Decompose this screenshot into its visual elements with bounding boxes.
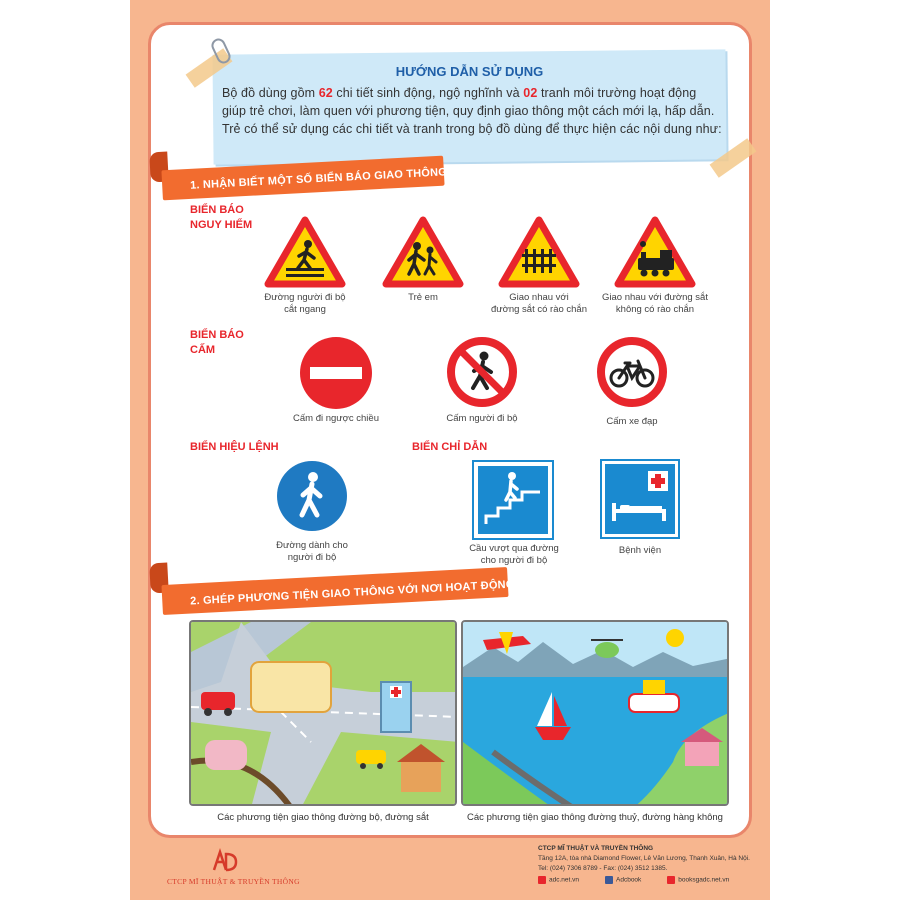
intro-title: HƯỚNG DẪN SỬ DỤNG	[395, 64, 544, 79]
contact-phone: Tel: (024) 7306 8789 - Fax: (024) 3512 1385.	[538, 865, 668, 872]
mandatory-category-label: BIỂN HIỆU LỆNH	[190, 441, 279, 453]
sign-caption	[474, 292, 604, 316]
company-logo	[210, 848, 240, 874]
children-icon	[382, 216, 464, 288]
water-air-scene	[461, 620, 729, 806]
caption-line: Đường người đi bộ	[264, 292, 346, 303]
hospital-bed-icon	[600, 459, 680, 539]
contact-address: Tầng 12A, tòa nhà Diamond Flower, Lê Văn Lương, Thanh Xuân, Hà Nội.	[538, 855, 750, 862]
caption-line: Cầu vượt qua đường	[469, 543, 559, 554]
category-label-line: CẤM	[190, 344, 216, 356]
category-label-line: BIỂN BÁO	[190, 204, 244, 216]
caption-line: Giao nhau với đường sắt	[602, 292, 708, 303]
sign-caption	[446, 543, 582, 567]
home-icon	[538, 876, 546, 884]
caption-line: Cấm người đi bộ	[446, 413, 518, 424]
store-link[interactable]	[667, 876, 729, 884]
caption-line: không có rào chắn	[615, 304, 695, 315]
caption-line: Trẻ em	[408, 292, 438, 303]
caption-line: Đường dành cho	[276, 540, 348, 551]
facebook-label: Adcbook	[616, 876, 642, 884]
intro-text: tranh môi trường hoạt động	[537, 86, 697, 100]
website-label: adc.net.vn	[549, 876, 579, 884]
no-entry-icon	[298, 335, 374, 411]
prohibition-category-label	[190, 328, 244, 358]
sign-caption	[574, 545, 706, 557]
sign-caption	[246, 540, 378, 564]
facebook-icon	[605, 876, 613, 884]
pedestrian-crossing-icon	[264, 216, 346, 288]
scene-caption: Các phương tiện giao thông đường thuỷ, đường hàng không	[467, 812, 723, 823]
category-label-line: BIỂN BÁO	[190, 329, 244, 341]
footer-company-name: CTCP MĨ THUẬT & TRUYỀN THÔNG	[167, 877, 300, 886]
guide-category-label: BIỂN CHỈ DẪN	[412, 441, 488, 453]
section1-heading: 1. NHẬN BIẾT MỘT SỐ BIỂN BÁO GIAO THÔNG	[189, 166, 448, 192]
sign-caption	[268, 413, 404, 425]
sign-caption	[358, 292, 488, 304]
caption-line: người đi bộ	[287, 552, 337, 563]
road-rail-illustration	[191, 622, 457, 806]
sign-caption	[414, 413, 550, 425]
overpass-stairs-icon	[472, 460, 554, 540]
contact-company: CTCP MĨ THUẬT VÀ TRUYỀN THÔNG	[538, 845, 654, 852]
sign-caption	[240, 292, 370, 316]
picture-count: 02	[523, 86, 538, 100]
cart-icon	[667, 876, 675, 884]
footer-links	[538, 876, 729, 884]
train-icon	[614, 216, 696, 288]
pedestrian-path-icon	[276, 460, 348, 532]
intro-line-2: giúp trẻ chơi, làm quen với phương tiện, quy định giao thông một cách mới lạ, hấp dẫn.	[222, 104, 715, 118]
warning-category-label	[190, 203, 252, 233]
intro-text: Bộ đồ dùng gồm	[222, 86, 319, 100]
caption-line: Bệnh viện	[618, 545, 662, 556]
water-air-illustration	[463, 622, 729, 806]
footer-contact	[538, 844, 750, 874]
section2-heading: 2. GHÉP PHƯƠNG TIỆN GIAO THÔNG VỚI NƠI HOẠT ĐỘNG	[189, 578, 515, 608]
store-label: booksgadc.net.vn	[678, 876, 730, 884]
intro-body	[222, 84, 722, 138]
road-rail-scene	[189, 620, 457, 806]
gated-railway-icon	[498, 216, 580, 288]
no-bicycle-icon	[596, 336, 668, 408]
facebook-link[interactable]	[605, 876, 641, 884]
caption-line: cắt ngang	[284, 304, 326, 315]
intro-text: chi tiết sinh động, ngộ nghĩnh và	[332, 86, 524, 100]
scene-caption: Các phương tiện giao thông đường bộ, đường sắt	[217, 812, 429, 823]
no-pedestrian-icon	[446, 336, 518, 408]
website-link[interactable]	[538, 876, 579, 884]
sign-caption	[586, 292, 724, 316]
caption-line: đường sắt có rào chắn	[490, 304, 588, 315]
category-label-line: NGUY HIỂM	[190, 219, 253, 231]
caption-line: Cấm xe đạp	[606, 416, 658, 427]
caption-line: cho người đi bộ	[480, 555, 548, 566]
intro-line-1	[222, 84, 722, 102]
caption-line: Giao nhau với	[509, 292, 569, 303]
caption-line: Cấm đi ngược chiều	[293, 413, 379, 424]
sign-caption	[564, 416, 700, 428]
intro-line-3: Trẻ có thể sử dụng các chi tiết và tranh trong bộ đồ dùng để thực hiện các nội dung như:	[222, 122, 722, 136]
detail-count: 62	[318, 86, 333, 100]
